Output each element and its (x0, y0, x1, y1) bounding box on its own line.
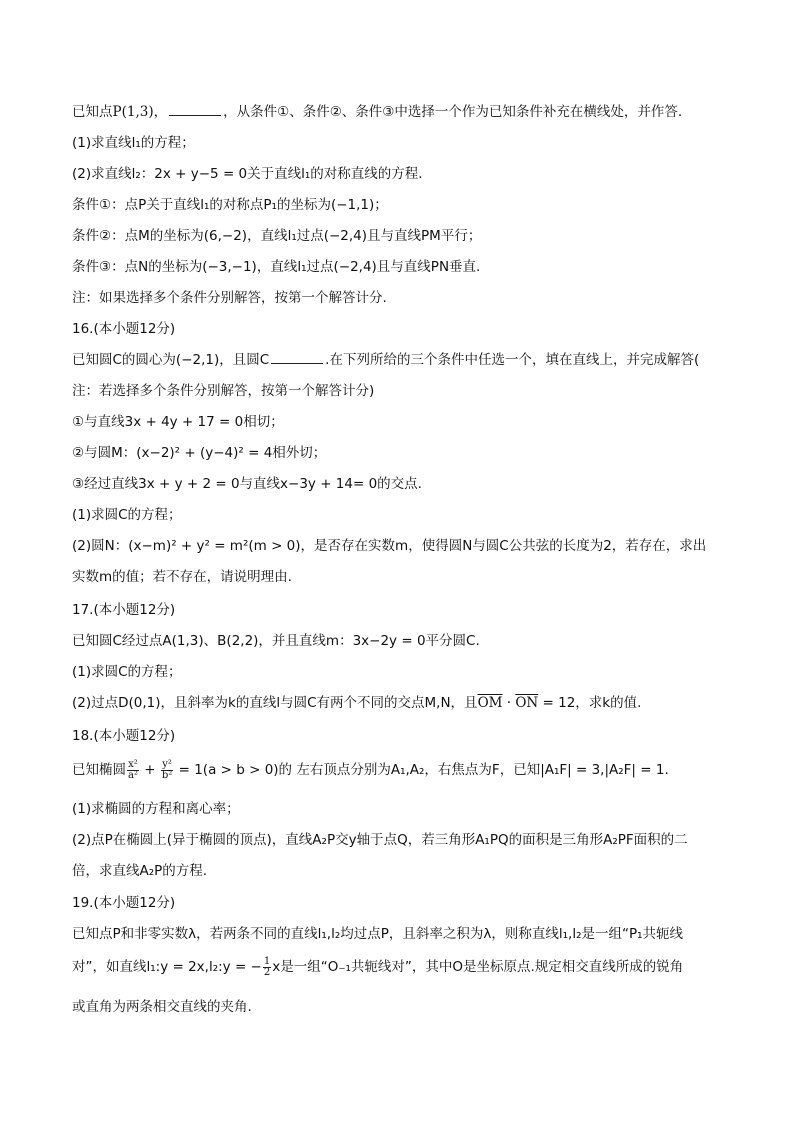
text: (2)过点D(0,1)，且斜率为k的直线l与圆C有两个不同的交点M,N，且 (72, 695, 478, 711)
problem-18-stem (72, 757, 754, 783)
problem-16-q2: (2)圆N：(x−m)² + y² = m²(m > 0)，是否存在实数m，使得圆N与圆C公共弦的长度为2，若存在，求出 (72, 538, 707, 554)
text: 已知椭圆 (72, 762, 126, 778)
text: ， (153, 104, 168, 120)
problem-16-stem (72, 350, 754, 370)
problem-19-stem: 已知点P和非零实数λ，若两条不同的直线l₁,l₂均过点P，且斜率之积为λ，则称直线l₁,l₂是一组“P₁共轭线 (72, 926, 684, 942)
problem-18-heading: 18.(本小题12分) (72, 728, 176, 744)
problem-16-note: 注：若选择多个条件分别解答，按第一个解答计分) (72, 383, 375, 399)
point-p: P(1,3) (112, 104, 154, 120)
problem-18-q2-cont: 倍，求直线A₂P的方程. (72, 863, 208, 879)
condition-3: 条件③：点N的坐标为(−3,−1)，直线l₁过点(−2,4)且与直线PN垂直. (72, 259, 481, 275)
text: .在下列所给的三个条件中任选一个，填在直线上，并完成解答( (325, 352, 700, 368)
option-1: ①与直线3x + 4y + 17 = 0相切； (72, 414, 284, 430)
problem-16-heading: 16.(本小题12分) (72, 321, 176, 337)
text: 已知圆C的圆心为(−2,1)，且圆C (72, 352, 270, 368)
problem-16-q2-cont: 实数m的值；若不存在，请说明理由. (72, 569, 292, 585)
text: + (139, 762, 160, 778)
problem-17-q1: (1)求圆C的方程； (72, 664, 182, 680)
text: 对”，如直线l₁:y = 2x,l₂:y = − (72, 959, 262, 975)
problem-17-stem: 已知圆C经过点A(1,3)、B(2,2)，并且直线m：3x−2y = 0平分圆C. (72, 633, 480, 649)
text: · (502, 695, 516, 711)
text: x是一组“O₋₁共轭线对”，其中O是坐标原点.规定相交直线所成的锐角 (272, 959, 684, 975)
question-1: (1)求直线l₁的方程； (72, 135, 195, 151)
problem-19-heading: 19.(本小题12分) (72, 895, 176, 911)
fraction-1-2: $\frac{1}{2}$ (263, 955, 271, 978)
question-2: (2)求直线l₂：2x + y−5 = 0关于直线l₁的对称直线的方程. (72, 166, 423, 182)
answer-blank (271, 350, 323, 364)
condition-2: 条件②：点M的坐标为(6,−2)，直线l₁过点(−2,4)且与直线PM平行； (72, 228, 482, 244)
problem-17-q2 (72, 693, 754, 713)
vector-on: $\overline{ON}$ (515, 695, 539, 711)
answer-blank (169, 102, 221, 116)
problem-18-q2: (2)点P在椭圆上(异于椭圆的顶点)，直线A₂P交y轴于点Q，若三角形A₁PQ的面积是三角形A₂PF面积的二 (72, 832, 688, 848)
option-3: ③经过直线3x + y + 2 = 0与直线x−3y + 14= 0的交点. (72, 476, 422, 492)
text: ，从条件①、条件②、条件③中选择一个作为已知条件补充在横线处，并作答. (223, 104, 683, 120)
intro-line (72, 102, 754, 122)
option-2: ②与圆M：(x−2)² + (y−4)² = 4相外切； (72, 445, 327, 461)
problem-19-stem-cont (72, 954, 754, 980)
problem-19-stem-end: 或直角为两条相交直线的夹角. (72, 999, 252, 1015)
text: 已知点 (72, 104, 113, 120)
problem-17-heading: 17.(本小题12分) (72, 602, 176, 618)
fraction-x2-a2: $\frac{\text{x²}}{\text{a²}}$ (128, 758, 138, 781)
problem-18-q1: (1)求椭圆的方程和离心率； (72, 801, 240, 817)
condition-1: 条件①：点P关于直线l₁的对称点P₁的坐标为(−1,1)； (72, 197, 388, 213)
problem-16-q1: (1)求圆C的方程； (72, 507, 182, 523)
text: = 1(a > b > 0)的 左右顶点分别为A₁,A₂，右焦点为F，已知|A₁F| = 3,|A₂F| = 1. (174, 762, 669, 778)
note: 注：如果选择多个条件分别解答，按第一个解答计分. (72, 290, 387, 306)
fraction-y2-b2: $\frac{\text{y²}}{\text{b²}}$ (161, 758, 173, 781)
text: = 12，求k的值. (538, 695, 642, 711)
vector-om: $\overline{OM}$ (477, 695, 503, 711)
